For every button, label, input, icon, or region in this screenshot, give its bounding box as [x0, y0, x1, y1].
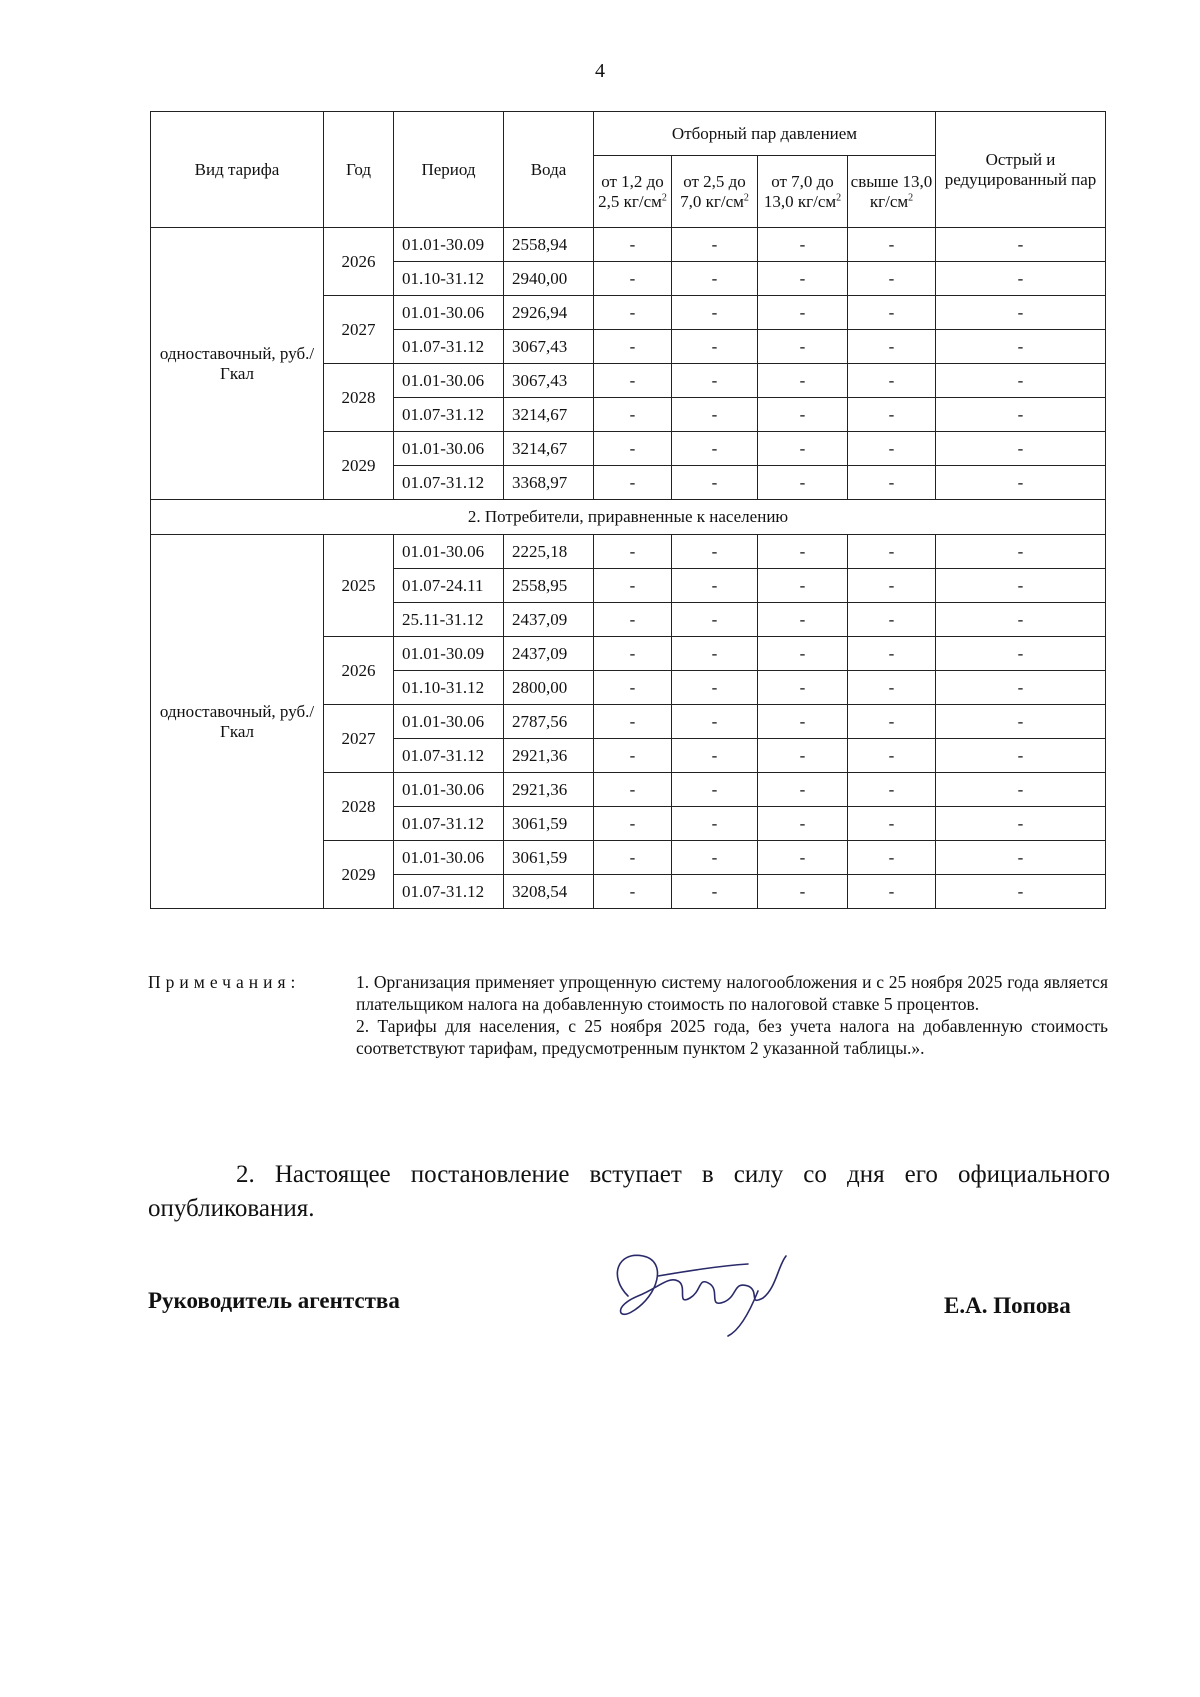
water-cell: 2787,56: [504, 705, 594, 739]
header-steam-1: от 1,2 до 2,5 $кг/см^2$: [594, 156, 672, 228]
year-cell: 2027: [324, 296, 394, 364]
header-steam-group: Отборный пар давлением: [594, 112, 936, 156]
period-cell: 01.07-31.12: [394, 466, 504, 500]
dash-cell: -: [594, 364, 672, 398]
dash-cell: -: [672, 228, 758, 262]
dash-cell: -: [594, 841, 672, 875]
dash-cell: -: [758, 773, 848, 807]
header-water: Вода: [504, 112, 594, 228]
dash-cell: -: [672, 398, 758, 432]
header-steam-4: свыше 13,0 $кг/см^2$: [848, 156, 936, 228]
water-cell: 2800,00: [504, 671, 594, 705]
dash-cell: -: [758, 432, 848, 466]
dash-cell: -: [758, 671, 848, 705]
handwritten-signature: [598, 1236, 798, 1346]
water-cell: 3214,67: [504, 398, 594, 432]
period-cell: 01.10-31.12: [394, 671, 504, 705]
dash-cell: -: [936, 807, 1106, 841]
water-cell: 2437,09: [504, 603, 594, 637]
dash-cell: -: [936, 569, 1106, 603]
header-sharp-steam: Острый и редуцированный пар: [936, 112, 1106, 228]
dash-cell: -: [848, 773, 936, 807]
dash-cell: -: [672, 262, 758, 296]
dash-cell: -: [758, 398, 848, 432]
dash-cell: -: [848, 739, 936, 773]
period-cell: 01.01-30.06: [394, 432, 504, 466]
dash-cell: -: [758, 228, 848, 262]
header-steam-2: от 2,5 до 7,0 $кг/см^2$: [672, 156, 758, 228]
dash-cell: -: [936, 535, 1106, 569]
dash-cell: -: [936, 330, 1106, 364]
dash-cell: -: [594, 262, 672, 296]
dash-cell: -: [672, 739, 758, 773]
period-cell: 01.10-31.12: [394, 262, 504, 296]
dash-cell: -: [848, 841, 936, 875]
water-cell: 3061,59: [504, 807, 594, 841]
water-cell: 3061,59: [504, 841, 594, 875]
dash-cell: -: [758, 807, 848, 841]
notes-body: [356, 972, 1108, 1060]
dash-cell: -: [672, 637, 758, 671]
water-cell: 3208,54: [504, 875, 594, 909]
dash-cell: -: [594, 296, 672, 330]
water-cell: 2926,94: [504, 296, 594, 330]
year-cell: 2025: [324, 535, 394, 637]
dash-cell: -: [848, 671, 936, 705]
period-cell: 01.01-30.09: [394, 637, 504, 671]
dash-cell: -: [936, 603, 1106, 637]
dash-cell: -: [848, 807, 936, 841]
dash-cell: -: [848, 228, 936, 262]
year-cell: 2028: [324, 364, 394, 432]
dash-cell: -: [758, 603, 848, 637]
dash-cell: -: [758, 739, 848, 773]
signatory-title: Руководитель агентства: [148, 1288, 400, 1313]
dash-cell: -: [594, 228, 672, 262]
dash-cell: -: [594, 466, 672, 500]
dash-cell: -: [936, 364, 1106, 398]
period-cell: 25.11-31.12: [394, 603, 504, 637]
dash-cell: -: [594, 739, 672, 773]
water-cell: 2437,09: [504, 637, 594, 671]
dash-cell: -: [594, 671, 672, 705]
dash-cell: -: [848, 330, 936, 364]
table-row: [151, 535, 1106, 569]
dash-cell: -: [758, 637, 848, 671]
dash-cell: -: [758, 364, 848, 398]
dash-cell: -: [936, 398, 1106, 432]
dash-cell: -: [594, 807, 672, 841]
dash-cell: -: [936, 228, 1106, 262]
dash-cell: -: [594, 330, 672, 364]
dash-cell: -: [672, 603, 758, 637]
tariff-table-body: [151, 228, 1106, 909]
note-item: 1. Организация применяет упрощенную систему налогообложения и с 25 ноября 2025 года является плательщиком налога на добавленную стоимость по налоговой ставке 5 процентов.: [356, 972, 1108, 1014]
dash-cell: -: [594, 603, 672, 637]
year-cell: 2026: [324, 637, 394, 705]
dash-cell: -: [672, 671, 758, 705]
header-year: Год: [324, 112, 394, 228]
dash-cell: -: [758, 296, 848, 330]
water-cell: 2558,94: [504, 228, 594, 262]
header-period: Период: [394, 112, 504, 228]
dash-cell: -: [936, 671, 1106, 705]
dash-cell: -: [936, 739, 1106, 773]
water-cell: 2225,18: [504, 535, 594, 569]
dash-cell: -: [936, 773, 1106, 807]
dash-cell: -: [848, 535, 936, 569]
dash-cell: -: [758, 466, 848, 500]
dash-cell: -: [672, 432, 758, 466]
dash-cell: -: [936, 262, 1106, 296]
dash-cell: -: [848, 432, 936, 466]
header-steam-3: от 7,0 до 13,0 $кг/см^2$: [758, 156, 848, 228]
period-cell: 01.07-24.11: [394, 569, 504, 603]
dash-cell: -: [672, 875, 758, 909]
dash-cell: -: [848, 296, 936, 330]
year-cell: 2029: [324, 432, 394, 500]
dash-cell: -: [936, 637, 1106, 671]
period-cell: 01.01-30.06: [394, 364, 504, 398]
dash-cell: -: [758, 535, 848, 569]
table-row: [151, 228, 1106, 262]
dash-cell: -: [848, 398, 936, 432]
dash-cell: -: [758, 875, 848, 909]
dash-cell: -: [672, 330, 758, 364]
year-cell: 2027: [324, 705, 394, 773]
tariff-type-cell: одноставочный, руб./Гкал: [151, 535, 324, 909]
water-cell: 2921,36: [504, 739, 594, 773]
tariff-table: [150, 111, 1106, 909]
dash-cell: -: [936, 875, 1106, 909]
dash-cell: -: [594, 398, 672, 432]
period-cell: 01.07-31.12: [394, 875, 504, 909]
water-cell: 3067,43: [504, 364, 594, 398]
dash-cell: -: [672, 364, 758, 398]
dash-cell: -: [594, 773, 672, 807]
dash-cell: -: [936, 296, 1106, 330]
period-cell: 01.07-31.12: [394, 398, 504, 432]
dash-cell: -: [758, 705, 848, 739]
year-cell: 2026: [324, 228, 394, 296]
dash-cell: -: [848, 364, 936, 398]
year-cell: 2028: [324, 773, 394, 841]
dash-cell: -: [848, 569, 936, 603]
dash-cell: -: [672, 535, 758, 569]
dash-cell: -: [672, 807, 758, 841]
clause-text: 2. Настоящее постановление вступает в силу со дня его официального опубликования.: [148, 1161, 1110, 1222]
water-cell: 2940,00: [504, 262, 594, 296]
water-cell: 3214,67: [504, 432, 594, 466]
dash-cell: -: [758, 569, 848, 603]
water-cell: 2558,95: [504, 569, 594, 603]
signatory-name: Е.А. Попова: [944, 1293, 1071, 1318]
dash-cell: -: [672, 296, 758, 330]
dash-cell: -: [848, 637, 936, 671]
dash-cell: -: [672, 773, 758, 807]
dash-cell: -: [594, 705, 672, 739]
dash-cell: -: [672, 705, 758, 739]
period-cell: 01.07-31.12: [394, 330, 504, 364]
dash-cell: -: [758, 330, 848, 364]
dash-cell: -: [672, 466, 758, 500]
dash-cell: -: [594, 637, 672, 671]
dash-cell: -: [936, 705, 1106, 739]
tariff-type-cell: одноставочный, руб./Гкал: [151, 228, 324, 500]
period-cell: 01.01-30.09: [394, 228, 504, 262]
water-cell: 2921,36: [504, 773, 594, 807]
dash-cell: -: [594, 535, 672, 569]
section-row: [151, 500, 1106, 535]
dash-cell: -: [672, 569, 758, 603]
period-cell: 01.07-31.12: [394, 739, 504, 773]
dash-cell: -: [672, 841, 758, 875]
dash-cell: -: [936, 841, 1106, 875]
year-cell: 2029: [324, 841, 394, 909]
water-cell: 3067,43: [504, 330, 594, 364]
period-cell: 01.07-31.12: [394, 807, 504, 841]
header-tariff-type: Вид тарифа: [151, 112, 324, 228]
water-cell: 3368,97: [504, 466, 594, 500]
dash-cell: -: [936, 466, 1106, 500]
dash-cell: -: [758, 841, 848, 875]
period-cell: 01.01-30.06: [394, 296, 504, 330]
dash-cell: -: [594, 569, 672, 603]
dash-cell: -: [848, 603, 936, 637]
dash-cell: -: [936, 432, 1106, 466]
dash-cell: -: [594, 432, 672, 466]
period-cell: 01.01-30.06: [394, 535, 504, 569]
dash-cell: -: [848, 262, 936, 296]
section-title: 2. Потребители, приравненные к населению: [151, 500, 1106, 535]
page-number: 4: [595, 60, 605, 82]
dash-cell: -: [848, 705, 936, 739]
note-item: 2. Тарифы для населения, с 25 ноября 2025 года, без учета налога на добавленную стоимость соответствуют тарифам, предусмотренным пунктом 2 указанной таблицы.».: [356, 1015, 1108, 1058]
period-cell: 01.01-30.06: [394, 841, 504, 875]
period-cell: 01.01-30.06: [394, 705, 504, 739]
dash-cell: -: [758, 262, 848, 296]
notes-label: Примечания:: [148, 972, 301, 992]
dash-cell: -: [594, 875, 672, 909]
period-cell: 01.01-30.06: [394, 773, 504, 807]
dash-cell: -: [848, 875, 936, 909]
dash-cell: -: [848, 466, 936, 500]
